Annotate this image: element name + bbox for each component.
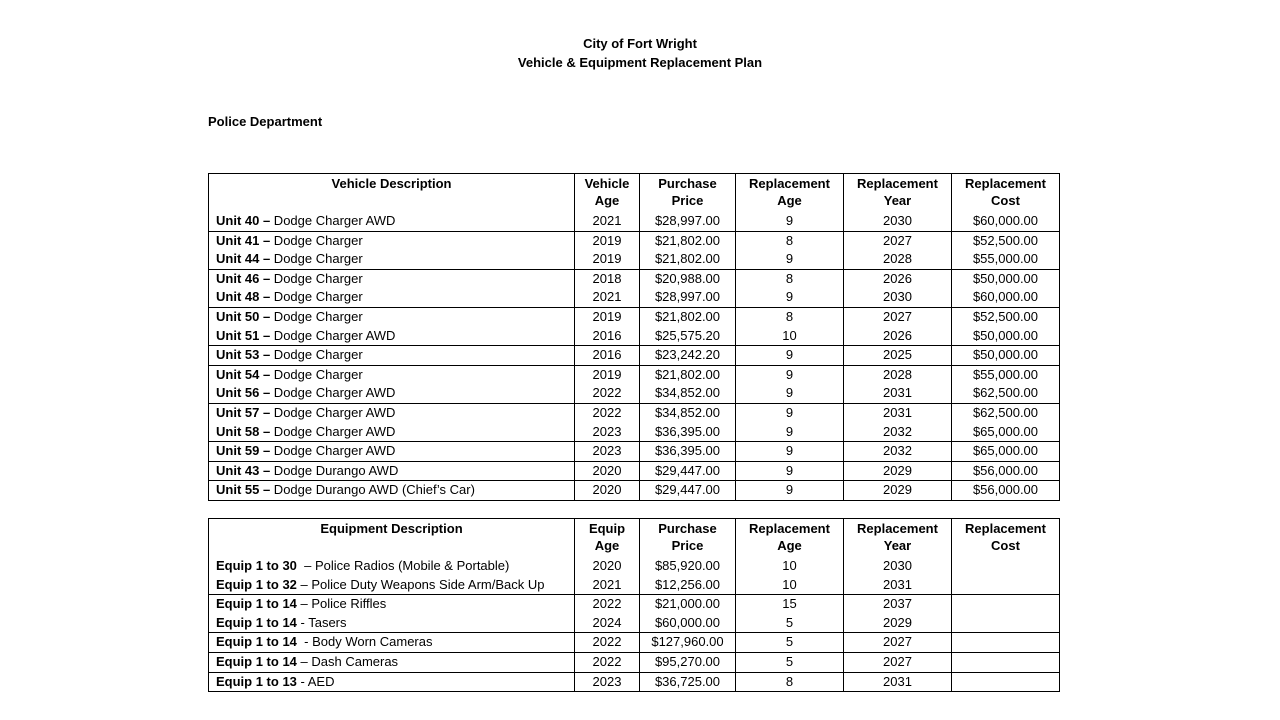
unit-id: Unit 59 – [216, 443, 271, 459]
unit-id: Equip 1 to 14 [216, 596, 297, 612]
cell-purchase-price: $36,725.00 [640, 672, 736, 692]
unit-description: Dodge Durango AWD [270, 462, 399, 478]
department-heading: Police Department [208, 114, 323, 129]
plan-title: Vehicle & Equipment Replacement Plan [517, 55, 763, 70]
cell-replacement-age: 9 [736, 442, 844, 462]
header-replacement-year: Replacement Year [844, 519, 952, 558]
header-replacement-age: Replacement Age [736, 519, 844, 558]
cell-purchase-price: $29,447.00 [640, 481, 736, 501]
cell-age: 2020 [575, 461, 640, 481]
unit-description: Dodge Charger [270, 251, 363, 267]
cell-description [209, 652, 575, 672]
cell-description [209, 557, 575, 576]
header-replacement-cost: Replacement Cost [952, 519, 1060, 558]
cell-description [209, 327, 575, 346]
cell-replacement-year: 2026 [844, 269, 952, 288]
unit-id: Equip 1 to 32 [216, 576, 297, 592]
cell-description [209, 576, 575, 595]
unit-id: Equip 1 to 13 [216, 673, 297, 689]
city-title: City of Fort Wright [583, 36, 697, 51]
cell-replacement-age: 9 [736, 212, 844, 231]
cell-description [209, 346, 575, 366]
unit-description: Dodge Charger [270, 308, 363, 324]
unit-id: Unit 43 – [216, 462, 271, 478]
cell-purchase-price: $127,960.00 [640, 633, 736, 653]
cell-replacement-cost [952, 576, 1060, 595]
table-row [209, 212, 1060, 231]
cell-replacement-age: 9 [736, 423, 844, 442]
cell-replacement-year: 2027 [844, 231, 952, 250]
cell-replacement-cost: $50,000.00 [952, 346, 1060, 366]
cell-replacement-cost [952, 557, 1060, 576]
cell-replacement-cost [952, 633, 1060, 653]
cell-purchase-price: $36,395.00 [640, 442, 736, 462]
cell-replacement-age: 8 [736, 269, 844, 288]
cell-age: 2021 [575, 576, 640, 595]
cell-replacement-cost: $60,000.00 [952, 288, 1060, 307]
cell-description [209, 231, 575, 250]
cell-replacement-year: 2037 [844, 595, 952, 614]
unit-id: Unit 46 – [216, 270, 271, 286]
cell-replacement-age: 8 [736, 672, 844, 692]
cell-replacement-year: 2031 [844, 576, 952, 595]
cell-replacement-year: 2026 [844, 327, 952, 346]
cell-age: 2023 [575, 672, 640, 692]
table-row [209, 442, 1060, 462]
cell-replacement-age: 5 [736, 652, 844, 672]
table-row [209, 327, 1060, 346]
unit-description: Dodge Durango AWD (Chief’s Car) [270, 482, 475, 498]
unit-description: Dodge Charger [270, 289, 363, 305]
unit-id: Unit 48 – [216, 289, 271, 305]
table-row [209, 595, 1060, 614]
unit-id: Unit 57 – [216, 404, 271, 420]
header-description: Equipment Description [209, 519, 575, 558]
cell-replacement-cost [952, 672, 1060, 692]
unit-id: Equip 1 to 14 [216, 614, 297, 630]
unit-id: Unit 44 – [216, 251, 271, 267]
cell-replacement-year: 2030 [844, 212, 952, 231]
cell-replacement-cost: $50,000.00 [952, 269, 1060, 288]
cell-replacement-year: 2031 [844, 672, 952, 692]
cell-replacement-cost [952, 595, 1060, 614]
cell-age: 2020 [575, 481, 640, 501]
table-header-row [209, 519, 1060, 558]
cell-replacement-cost: $65,000.00 [952, 423, 1060, 442]
cell-purchase-price: $95,270.00 [640, 652, 736, 672]
unit-description: Dodge Charger AWD [270, 404, 396, 420]
cell-replacement-year: 2029 [844, 481, 952, 501]
cell-age: 2019 [575, 250, 640, 269]
cell-age: 2021 [575, 212, 640, 231]
cell-age: 2024 [575, 614, 640, 633]
table-row [209, 307, 1060, 326]
table-row [209, 423, 1060, 442]
cell-age: 2019 [575, 365, 640, 384]
cell-description [209, 461, 575, 481]
unit-description: - Tasers [296, 614, 347, 630]
header-replacement-cost: Replacement Cost [952, 174, 1060, 213]
cell-replacement-year: 2030 [844, 557, 952, 576]
cell-replacement-cost: $65,000.00 [952, 442, 1060, 462]
cell-purchase-price: $34,852.00 [640, 403, 736, 422]
cell-age: 2016 [575, 327, 640, 346]
unit-description: - AED [296, 673, 335, 689]
cell-replacement-cost: $56,000.00 [952, 461, 1060, 481]
cell-age: 2023 [575, 442, 640, 462]
cell-replacement-age: 8 [736, 231, 844, 250]
cell-replacement-age: 10 [736, 557, 844, 576]
cell-replacement-cost: $52,500.00 [952, 307, 1060, 326]
cell-replacement-age: 9 [736, 250, 844, 269]
cell-replacement-age: 5 [736, 614, 844, 633]
cell-purchase-price: $85,920.00 [640, 557, 736, 576]
unit-description: Dodge Charger [270, 232, 363, 248]
unit-id: Unit 53 – [216, 347, 271, 363]
cell-replacement-cost: $55,000.00 [952, 365, 1060, 384]
cell-description [209, 633, 575, 653]
cell-description [209, 212, 575, 231]
cell-replacement-year: 2028 [844, 365, 952, 384]
cell-replacement-cost: $55,000.00 [952, 250, 1060, 269]
cell-purchase-price: $20,988.00 [640, 269, 736, 288]
table-row [209, 288, 1060, 307]
cell-replacement-year: 2029 [844, 614, 952, 633]
unit-description: Dodge Charger [270, 347, 363, 363]
header-replacement-year: Replacement Year [844, 174, 952, 213]
table-row [209, 384, 1060, 403]
cell-purchase-price: $21,802.00 [640, 307, 736, 326]
cell-description [209, 672, 575, 692]
cell-age: 2019 [575, 307, 640, 326]
unit-description: Dodge Charger AWD [270, 443, 396, 459]
unit-id: Equip 1 to 30 [216, 558, 297, 573]
cell-age: 2022 [575, 633, 640, 653]
cell-description [209, 307, 575, 326]
cell-description [209, 365, 575, 384]
table-row [209, 576, 1060, 595]
cell-description [209, 481, 575, 501]
cell-replacement-cost [952, 652, 1060, 672]
unit-description: – Police Duty Weapons Side Arm/Back Up [296, 576, 545, 592]
cell-description [209, 269, 575, 288]
table-row [209, 481, 1060, 501]
table-row [209, 614, 1060, 633]
unit-description: – Police Radios (Mobile & Portable) [296, 558, 510, 573]
cell-age: 2022 [575, 595, 640, 614]
header-description: Vehicle Description [209, 174, 575, 213]
cell-replacement-cost: $56,000.00 [952, 481, 1060, 501]
cell-replacement-age: 5 [736, 633, 844, 653]
cell-description [209, 288, 575, 307]
unit-description: Dodge Charger AWD [270, 385, 396, 401]
vehicle-table [208, 173, 1060, 501]
cell-replacement-year: 2032 [844, 423, 952, 442]
table-row [209, 672, 1060, 692]
unit-description: Dodge Charger AWD [270, 423, 396, 439]
cell-description [209, 384, 575, 403]
header-age: Equip Age [575, 519, 640, 558]
cell-replacement-year: 2027 [844, 633, 952, 653]
cell-age: 2019 [575, 231, 640, 250]
header-replacement-age: Replacement Age [736, 174, 844, 213]
cell-replacement-year: 2031 [844, 403, 952, 422]
table-row [209, 461, 1060, 481]
table-row [209, 269, 1060, 288]
table-row [209, 346, 1060, 366]
cell-replacement-year: 2032 [844, 442, 952, 462]
cell-age: 2020 [575, 557, 640, 576]
cell-replacement-age: 9 [736, 288, 844, 307]
unit-id: Unit 58 – [216, 423, 271, 439]
cell-age: 2022 [575, 652, 640, 672]
cell-description [209, 614, 575, 633]
cell-age: 2022 [575, 384, 640, 403]
cell-purchase-price: $21,802.00 [640, 365, 736, 384]
cell-replacement-cost: $62,500.00 [952, 384, 1060, 403]
cell-replacement-age: 15 [736, 595, 844, 614]
cell-purchase-price: $28,997.00 [640, 288, 736, 307]
unit-id: Equip 1 to 14 [216, 653, 297, 669]
table-row [209, 403, 1060, 422]
cell-replacement-age: 9 [736, 481, 844, 501]
cell-purchase-price: $12,256.00 [640, 576, 736, 595]
equipment-table [208, 518, 1060, 692]
cell-replacement-year: 2028 [844, 250, 952, 269]
unit-id: Unit 54 – [216, 366, 271, 382]
cell-replacement-year: 2029 [844, 461, 952, 481]
cell-replacement-cost: $52,500.00 [952, 231, 1060, 250]
cell-replacement-year: 2027 [844, 652, 952, 672]
table-row [209, 231, 1060, 250]
table-row [209, 365, 1060, 384]
cell-replacement-age: 10 [736, 327, 844, 346]
unit-id: Equip 1 to 14 [216, 634, 297, 650]
cell-purchase-price: $21,802.00 [640, 231, 736, 250]
cell-replacement-year: 2030 [844, 288, 952, 307]
table-row [209, 250, 1060, 269]
cell-description [209, 595, 575, 614]
unit-id: Unit 56 – [216, 385, 271, 401]
unit-id: Unit 40 – [216, 213, 271, 228]
cell-replacement-year: 2027 [844, 307, 952, 326]
cell-age: 2022 [575, 403, 640, 422]
cell-replacement-age: 9 [736, 365, 844, 384]
cell-replacement-age: 9 [736, 346, 844, 366]
cell-description [209, 403, 575, 422]
unit-id: Unit 55 – [216, 482, 271, 498]
header-age: Vehicle Age [575, 174, 640, 213]
cell-replacement-cost: $50,000.00 [952, 327, 1060, 346]
unit-id: Unit 51 – [216, 327, 271, 343]
unit-description: Dodge Charger AWD [270, 213, 396, 228]
cell-age: 2021 [575, 288, 640, 307]
cell-replacement-year: 2031 [844, 384, 952, 403]
table-row [209, 633, 1060, 653]
cell-description [209, 442, 575, 462]
table-header-row [209, 174, 1060, 213]
table-row [209, 652, 1060, 672]
cell-replacement-cost: $60,000.00 [952, 212, 1060, 231]
unit-description: Dodge Charger [270, 366, 363, 382]
cell-purchase-price: $21,802.00 [640, 250, 736, 269]
cell-description [209, 250, 575, 269]
header-purchase-price: Purchase Price [640, 519, 736, 558]
cell-age: 2018 [575, 269, 640, 288]
cell-replacement-cost: $62,500.00 [952, 403, 1060, 422]
unit-description: – Police Riffles [296, 596, 387, 612]
unit-description: - Body Worn Cameras [296, 634, 433, 650]
cell-replacement-age: 10 [736, 576, 844, 595]
cell-purchase-price: $25,575.20 [640, 327, 736, 346]
cell-purchase-price: $23,242.20 [640, 346, 736, 366]
unit-id: Unit 50 – [216, 308, 271, 324]
unit-description: Dodge Charger [270, 270, 363, 286]
cell-replacement-age: 9 [736, 384, 844, 403]
cell-age: 2023 [575, 423, 640, 442]
cell-replacement-cost [952, 614, 1060, 633]
cell-purchase-price: $29,447.00 [640, 461, 736, 481]
document-title [0, 34, 1280, 72]
cell-description [209, 423, 575, 442]
cell-replacement-age: 9 [736, 403, 844, 422]
cell-purchase-price: $21,000.00 [640, 595, 736, 614]
cell-purchase-price: $60,000.00 [640, 614, 736, 633]
unit-description: – Dash Cameras [296, 653, 399, 669]
unit-id: Unit 41 – [216, 232, 271, 248]
cell-purchase-price: $34,852.00 [640, 384, 736, 403]
header-purchase-price: Purchase Price [640, 174, 736, 213]
cell-purchase-price: $28,997.00 [640, 212, 736, 231]
unit-description: Dodge Charger AWD [270, 327, 396, 343]
table-row [209, 557, 1060, 576]
cell-purchase-price: $36,395.00 [640, 423, 736, 442]
cell-replacement-age: 8 [736, 307, 844, 326]
cell-age: 2016 [575, 346, 640, 366]
cell-replacement-year: 2025 [844, 346, 952, 366]
cell-replacement-age: 9 [736, 461, 844, 481]
